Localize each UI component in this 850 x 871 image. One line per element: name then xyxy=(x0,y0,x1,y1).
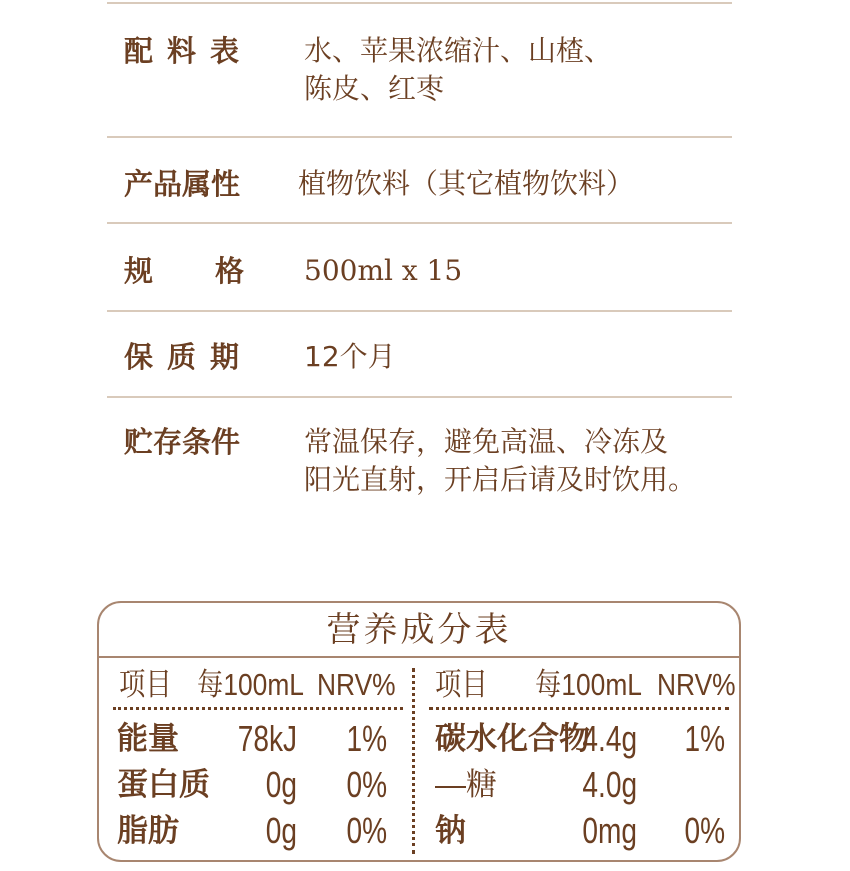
nutrient-amount: 4.4g xyxy=(582,718,637,759)
header-per100-left: 每100mL xyxy=(197,667,304,702)
divider xyxy=(107,222,732,224)
product-type-label: 产品属性 xyxy=(124,167,241,201)
divider xyxy=(107,136,732,138)
divider xyxy=(107,396,732,398)
spec-label: 规格 xyxy=(124,254,307,288)
shelf-life-value: 12个月 xyxy=(304,340,396,373)
header-nrv-right: NRV% xyxy=(657,667,736,702)
nutrient-name: 蛋白质 xyxy=(117,767,210,802)
ingredients-line-2: 陈皮、红枣 xyxy=(304,72,445,105)
ingredients-value xyxy=(304,32,612,108)
nutrient-name: 钠 xyxy=(435,813,466,848)
nutrient-nrv: 1% xyxy=(346,718,387,759)
nutrition-title-divider xyxy=(99,656,739,658)
product-type-value: 植物饮料（其它植物饮料） xyxy=(298,167,635,200)
storage-label: 贮存条件 xyxy=(124,425,241,459)
nutrition-column-divider xyxy=(412,668,415,854)
header-item-left: 项目 xyxy=(119,667,172,702)
nutrition-header-divider-left xyxy=(113,707,403,710)
nutrient-amount: 0g xyxy=(265,764,297,805)
nutrient-amount: 0g xyxy=(265,810,297,851)
nutrient-nrv: 1% xyxy=(684,718,725,759)
nutrient-amount: 0mg xyxy=(582,810,637,851)
nutrition-table xyxy=(97,601,741,862)
ingredients-label: 配料表 xyxy=(124,34,254,68)
nutrient-amount: 78kJ xyxy=(237,718,297,759)
nutrient-amount: 4.0g xyxy=(582,764,637,805)
spec-value: 500ml x 15 xyxy=(304,254,463,287)
ingredients-line-1: 水、苹果浓缩汁、山楂、 xyxy=(304,34,613,67)
header-per100-right: 每100mL xyxy=(535,667,642,702)
nutrient-nrv: 0% xyxy=(346,810,387,851)
nutrient-nrv: 0% xyxy=(346,764,387,805)
storage-value xyxy=(304,423,696,499)
storage-line-1: 常温保存，避免高温、冷冻及 xyxy=(304,425,669,458)
nutrient-name: 脂肪 xyxy=(117,813,179,848)
header-nrv-left: NRV% xyxy=(317,667,396,702)
nutrient-name: —糖 xyxy=(435,767,497,802)
divider xyxy=(107,310,732,312)
storage-line-2: 阳光直射，开启后请及时饮用。 xyxy=(304,463,697,496)
divider-top xyxy=(107,2,732,4)
header-item-right: 项目 xyxy=(435,667,488,702)
shelf-life-label: 保质期 xyxy=(124,340,254,374)
nutrient-name: 碳水化合物 xyxy=(435,721,590,756)
nutrient-name: 能量 xyxy=(117,721,179,756)
nutrition-header-divider-right xyxy=(429,707,729,710)
nutrition-title: 营养成分表 xyxy=(326,610,512,650)
nutrient-nrv: 0% xyxy=(684,810,725,851)
